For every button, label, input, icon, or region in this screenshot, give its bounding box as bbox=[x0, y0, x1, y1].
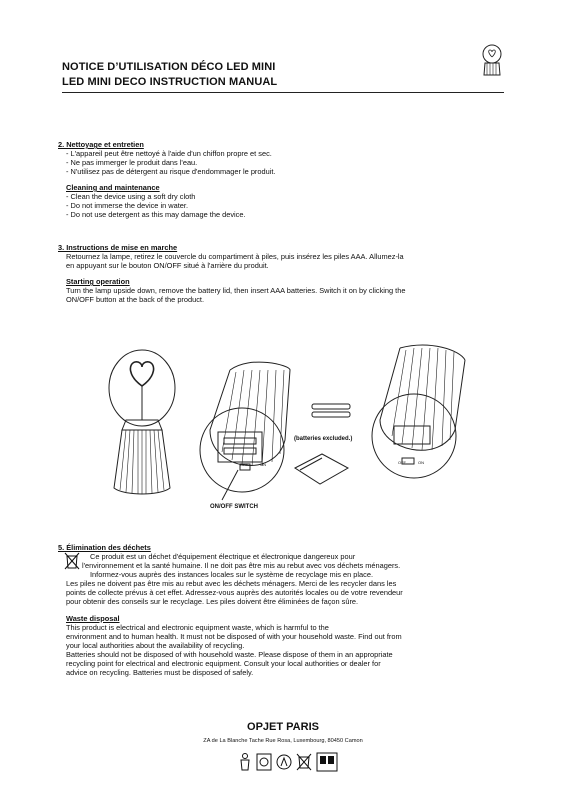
section-cleaning bbox=[58, 140, 508, 219]
list-item: - N'utilisez pas de détergent au risque d'endommager le produit. bbox=[66, 167, 276, 176]
paragraph-line: This product is electrical and electronic equipment waste, which is harmful to the bbox=[66, 623, 329, 632]
section-heading: 2. Nettoyage et entretien bbox=[58, 140, 144, 149]
product-illustration bbox=[100, 340, 470, 520]
triman-icon bbox=[276, 752, 292, 772]
certification-icons bbox=[238, 752, 338, 772]
section-starting bbox=[58, 243, 508, 304]
section-heading: 5. Élimination des déchets bbox=[58, 543, 151, 552]
person-bin-icon bbox=[238, 752, 252, 772]
list-item: - Ne pas immerger le produit dans l'eau. bbox=[66, 158, 198, 167]
paragraph-line: Ce produit est un déchet d'équipement électrique et électronique dangereux pour bbox=[90, 552, 356, 561]
off-label: OFF bbox=[240, 462, 248, 467]
paragraph-line: pour obtenir des conseils sur le recyclage. Les piles doivent être éliminées de façon sûre. bbox=[66, 597, 359, 606]
weee-bin-icon bbox=[64, 552, 80, 570]
lamp-logo-icon bbox=[478, 43, 506, 77]
switch-label: ON/OFF SWITCH bbox=[210, 504, 258, 510]
section-subheading: Waste disposal bbox=[66, 614, 120, 623]
section-subheading: Starting operation bbox=[66, 277, 130, 286]
list-item: - Do not use detergent as this may damage the device. bbox=[66, 210, 246, 219]
sorting-info-icon bbox=[316, 752, 338, 772]
paragraph-line: l'environnement et la santé humaine. Il ne doit pas être mis au rebut avec vos déchets ménagers. bbox=[82, 561, 401, 570]
paragraph-line: Turn the lamp upside down, remove the battery lid, then insert AAA batteries. Switch it on by clicking the bbox=[66, 286, 406, 295]
on-label: ON bbox=[260, 462, 266, 467]
paragraph-line: en appuyant sur le bouton ON/OFF situé à l'arrière du produit. bbox=[66, 261, 269, 270]
recycle-square-icon bbox=[256, 752, 272, 772]
list-item: - L'appareil peut être nettoyé à l'aide d'un chiffon propre et sec. bbox=[66, 149, 272, 158]
header-divider bbox=[62, 92, 504, 93]
section-disposal bbox=[58, 543, 508, 677]
section-heading: 3. Instructions de mise en marche bbox=[58, 243, 178, 252]
brand-address: ZA de La Blanche Tache Rue Rosa, Luxembourg, 80450 Camon bbox=[203, 738, 363, 744]
off-label: OFF bbox=[398, 460, 406, 465]
brand-name: OPJET PARIS bbox=[247, 721, 319, 733]
list-item: - Clean the device using a soft dry cloth bbox=[66, 192, 196, 201]
batteries-label: (batteries excluded.) bbox=[294, 436, 353, 442]
crossed-bin-icon bbox=[296, 752, 312, 772]
paragraph-line: Batteries should not be disposed of with household waste. Please dispose of them in an appropriate bbox=[66, 650, 393, 659]
section-subheading: Cleaning and maintenance bbox=[66, 183, 160, 192]
title-en: LED MINI DECO INSTRUCTION MANUAL bbox=[62, 76, 278, 88]
paragraph-line: ON/OFF button at the back of the product. bbox=[66, 295, 205, 304]
paragraph-line: points de collecte prévus à cet effet. Adressez-vous auprès des autorités locales ou de votre revendeur bbox=[66, 588, 403, 597]
on-label: ON bbox=[418, 460, 424, 465]
paragraph-line: environment and to human health. It must not be disposed of with your household waste. Find out from bbox=[66, 632, 402, 641]
paragraph-line: Les piles ne doivent pas être mis au rebut avec les déchets ménagers. Merci de les recycler dans les bbox=[66, 579, 397, 588]
paragraph-line: Retournez la lampe, retirez le couvercle du compartiment à piles, puis insérez les piles AAA. Allumez-la bbox=[66, 252, 404, 261]
paragraph-line: advice on recycling. Batteries must be disposed of safely. bbox=[66, 668, 254, 677]
paragraph-line: Informez-vous auprès des instances locales sur le système de recyclage mis en place. bbox=[90, 570, 374, 579]
paragraph-line: recycling point for electrical and electronic equipment. Consult your local authorities or dealer for bbox=[66, 659, 381, 668]
title-fr: NOTICE D’UTILISATION DÉCO LED MINI bbox=[62, 61, 276, 73]
paragraph-line: your local authorities about the availability of recycling. bbox=[66, 641, 245, 650]
list-item: - Do not immerse the device in water. bbox=[66, 201, 188, 210]
